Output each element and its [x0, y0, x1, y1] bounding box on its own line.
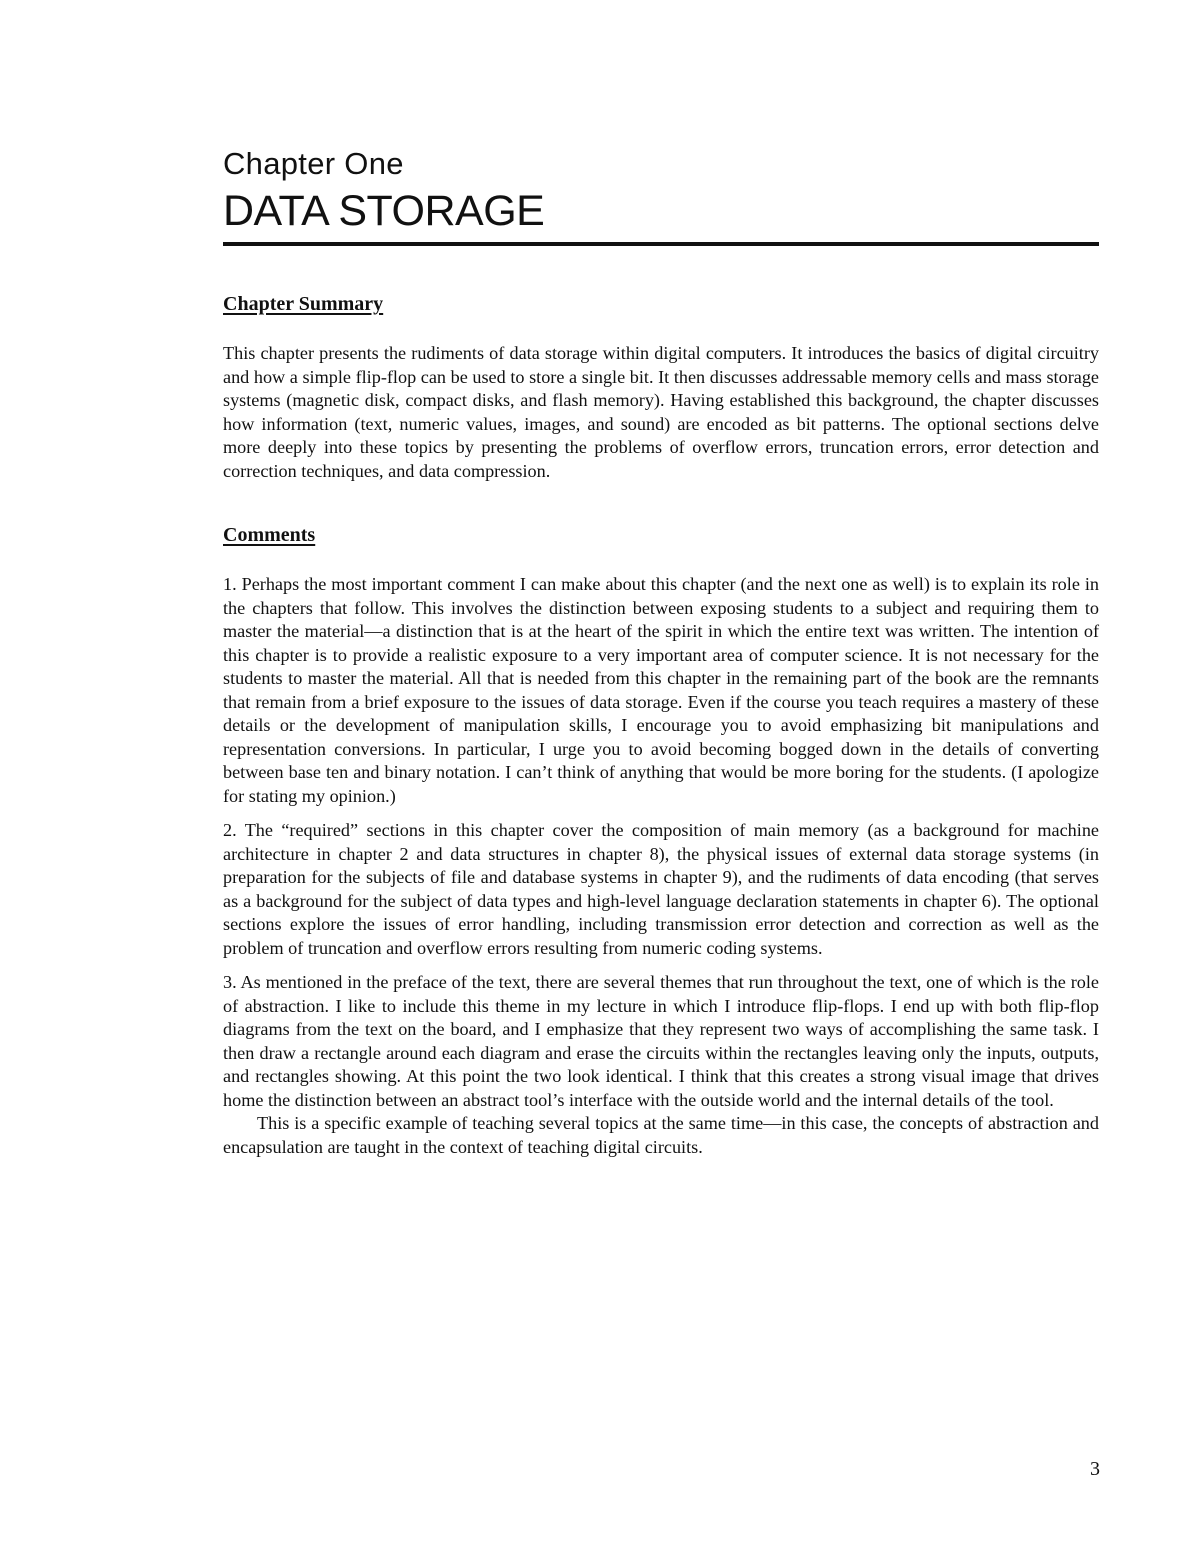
- comment-item-1: 1. Perhaps the most important comment I can make about this chapter (and the next one as well) is to explain its role in the chapters that follow. This involves the distinction between exposing students to a subject and requiring them to master the material—a distinction that is at the heart of the spirit in which the entire text was written. The intention of this chapter is to provide a realistic exposure to a very important area of computer science. It is not necessary for the students to master the material. All that is needed from this chapter in the remaining part of the book are the remnants that remain from a brief exposure to the issues of data storage. Even if the course you teach requires a mastery of these details or the development of manipulation skills, I encourage you to avoid emphasizing bit manipulations and representation conversions. In particular, I urge you to avoid becoming bogged down in the details of converting between base ten and binary notation. I can’t think of anything that would be more boring for the students. (I apologize for stating my opinion.): [223, 574, 1099, 806]
- comment-item-3: 3. As mentioned in the preface of the text, there are several themes that run throughout the text, one of which is the role of abstraction. I like to include this theme in my lecture in which I introduce flip-flops. I end up with both flip-flop diagrams from the text on the board, and I emphasize that they represent two ways of accomplishing the same task. I then draw a rectangle around each diagram and erase the circuits within the rectangles leaving only the inputs, outputs, and rectangles showing. At this point the two look identical. I think that this creates a strong visual image that drives home the distinction between an abstract tool’s interface with the outside world and the internal details of the tool.: [223, 972, 1099, 1110]
- comments-heading: Comments: [223, 524, 316, 546]
- comment-item-2: 2. The “required” sections in this chapter cover the composition of main memory (as a background for machine architecture in chapter 2 and data structures in chapter 8), the physical issues of external data storage systems (in preparation for the subjects of file and database systems in chapter 9), and the rudiments of data encoding (that serves as a background for the subject of data types and high-level language declaration statements in chapter 6). The optional sections explore the issues of error handling, including transmission error detection and correction as well as the problem of truncation and overflow errors resulting from numeric coding systems.: [223, 820, 1099, 958]
- page-number: 3: [1090, 1458, 1100, 1480]
- document-page: [223, 140, 1099, 1159]
- comments-list: [223, 573, 1099, 1159]
- chapter-summary-paragraph: This chapter presents the rudiments of data storage within digital computers. It introduces the basics of digital circuitry and how a simple flip-flop can be used to store a single bit. It then discusses addressable memory cells and mass storage systems (magnetic disk, compact disks, and flash memory). Having established this background, the chapter discusses how information (text, numeric values, images, and sound) are encoded as bit patterns. The optional sections delve more deeply into these topics by presenting the problems of overflow errors, truncation errors, error detection and correction techniques, and data compression.: [223, 343, 1099, 481]
- chapter-summary-heading: Chapter Summary: [223, 293, 384, 315]
- comment-item-3-continuation: This is a specific example of teaching several topics at the same time—in this case, the concepts of abstraction and encapsulation are taught in the context of teaching digital circuits.: [223, 1113, 1099, 1157]
- chapter-title: DATA STORAGE: [223, 186, 1099, 246]
- chapter-label: Chapter One: [223, 146, 404, 181]
